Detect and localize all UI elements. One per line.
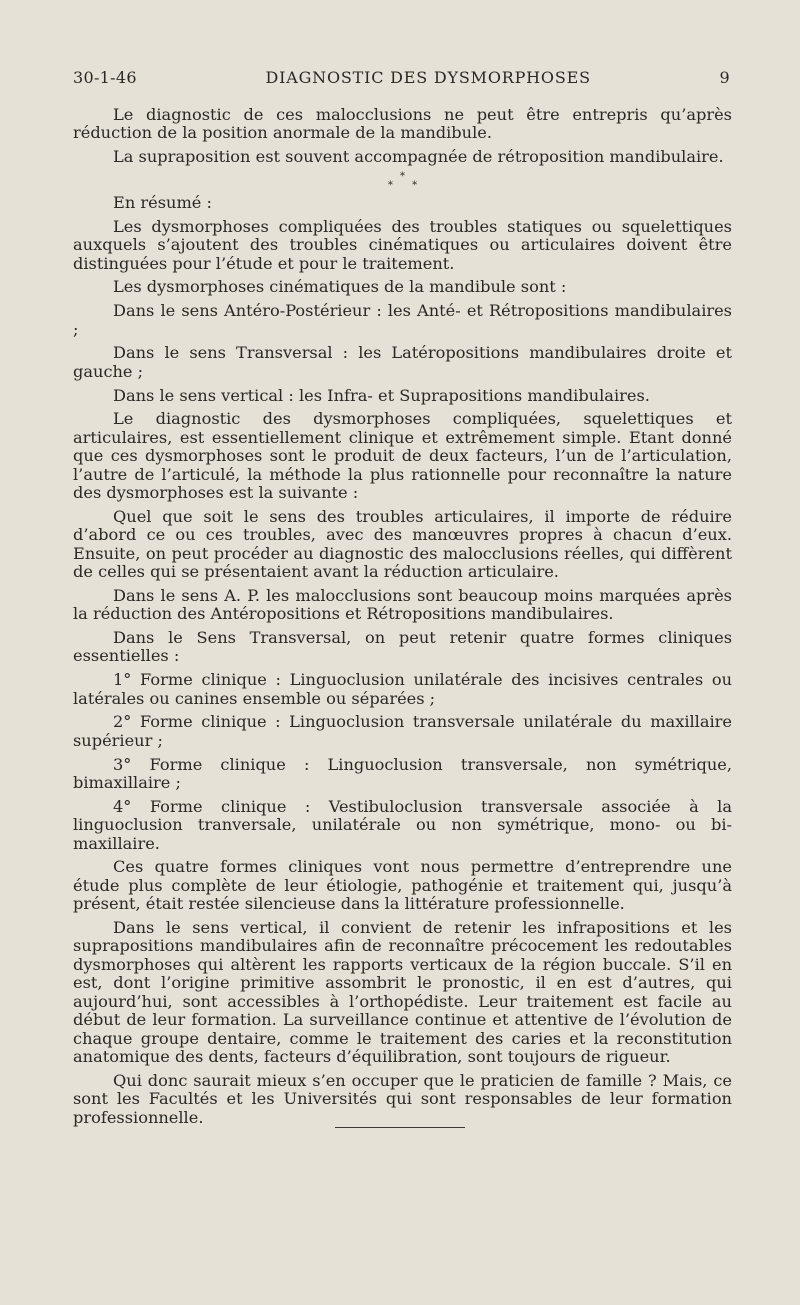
- list-item: 1° Forme clinique : Linguoclusion unilatérale des incisives centrales ou latérales ou canines ensemble ou séparées ;: [73, 670, 732, 708]
- list-item: 2° Forme clinique : Linguoclusion transversale unilatérale du maxillaire supérieur ;: [73, 712, 732, 750]
- paragraph: Dans le sens A. P. les malocclusions sont beaucoup moins marquées après la réduction des Antéropositions et Rétropositions mandibulaires.: [73, 585, 732, 624]
- paragraph: Le diagnostic de ces malocclusions ne peut être entrepris qu’après réduction de la position anormale de la mandibule.: [73, 105, 732, 143]
- paragraph: Le diagnostic des dysmorphoses compliquées, squelettiques et articulaires, est essentiellement clinique et extrêmement simple. Etant donné que ces dysmorphoses sont le produit de deux facteurs, l’un de l’articulation, l’autre de l’articulé, la méthode la plus rationnelle pour reconnaître la nature des dysmorphoses est la suivante :: [73, 409, 732, 503]
- paragraph: Dans le sens Antéro-Postérieur : les Anté- et Rétropositions mandibulaires ;: [73, 301, 732, 339]
- paragraph: Quel que soit le sens des troubles articulaires, il importe de réduire d’abord ce ou ces troubles, avec des manœuvres propres à chacun d’eux. Ensuite, on peut procéder au diagnostic des malocclusions réelles, qui diffèrent de celles qui se présentaient avant la réduction articulaire.: [73, 506, 732, 582]
- body-text: [73, 106, 732, 1132]
- running-header: [73, 68, 730, 87]
- header-title: DIAGNOSTIC DES DYSMORPHOSES: [265, 68, 591, 87]
- end-rule: [335, 1127, 465, 1128]
- paragraph: Les dysmorphoses compliquées des troubles statiques ou squelettiques auxquels s’ajoutent des troubles cinématiques ou articulaires doivent être distinguées pour l’étude et pour le traitement.: [73, 216, 732, 273]
- paragraph: Qui donc saurait mieux s’en occuper que le praticien de famille ? Mais, ce sont les Facultés et les Universités qui sont responsables de leur formation professionnelle.: [73, 1070, 732, 1127]
- paragraph: Les dysmorphoses cinématiques de la mandibule sont :: [113, 277, 567, 297]
- asterism-bottom: * *: [387, 180, 426, 191]
- section-asterism: [73, 172, 732, 190]
- paragraph: En résumé :: [113, 193, 212, 212]
- asterism-top: *: [400, 171, 405, 182]
- list-item: 4° Forme clinique : Vestibuloclusion transversale associée à la linguoclusion tranversale, unilatérale ou non symétrique, mono- ou bi-maxillaire.: [73, 796, 732, 853]
- paragraph: La supraposition est souvent accompagnée de rétroposition mandibulaire.: [113, 147, 724, 167]
- page-number: 9: [719, 68, 730, 87]
- paragraph: Ces quatre formes cliniques vont nous permettre d’entreprendre une étude plus complète de leur étiologie, pathogénie et traitement qui, jusqu’à présent, était restée silencieuse dans la littérature professionnelle.: [73, 857, 732, 914]
- paragraph: Dans le sens vertical, il convient de retenir les infrapositions et les suprapositions mandibulaires afin de reconnaître précocement les redoutables dysmorphoses qui altèrent les rapports verticaux de la région buccale. S’il en est, dont l’origine primitive assombrit le pronostic, il en est d’autres, qui aujourd’hui, sont accessibles à l’orthopédiste. Leur traitement est facile au début de leur formation. La surveillance continue et attentive de l’évolution de chaque groupe dentaire, comme le traitement des caries et la reconstitution anatomique des dents, facteurs d’équilibration, sont toujours de rigueur.: [73, 918, 732, 1066]
- paragraph: Dans le sens Transversal : les Latéropositions mandibulaires droite et gauche ;: [73, 343, 732, 381]
- paragraph: Dans le Sens Transversal, on peut retenir quatre formes cliniques essentielles :: [73, 628, 732, 666]
- list-item: 3° Forme clinique : Linguoclusion transversale, non symétrique, bimaxillaire ;: [73, 754, 732, 793]
- header-date-code: 30-1-46: [73, 68, 137, 87]
- paragraph: Dans le sens vertical : les Infra- et Suprapositions mandibulaires.: [113, 385, 650, 405]
